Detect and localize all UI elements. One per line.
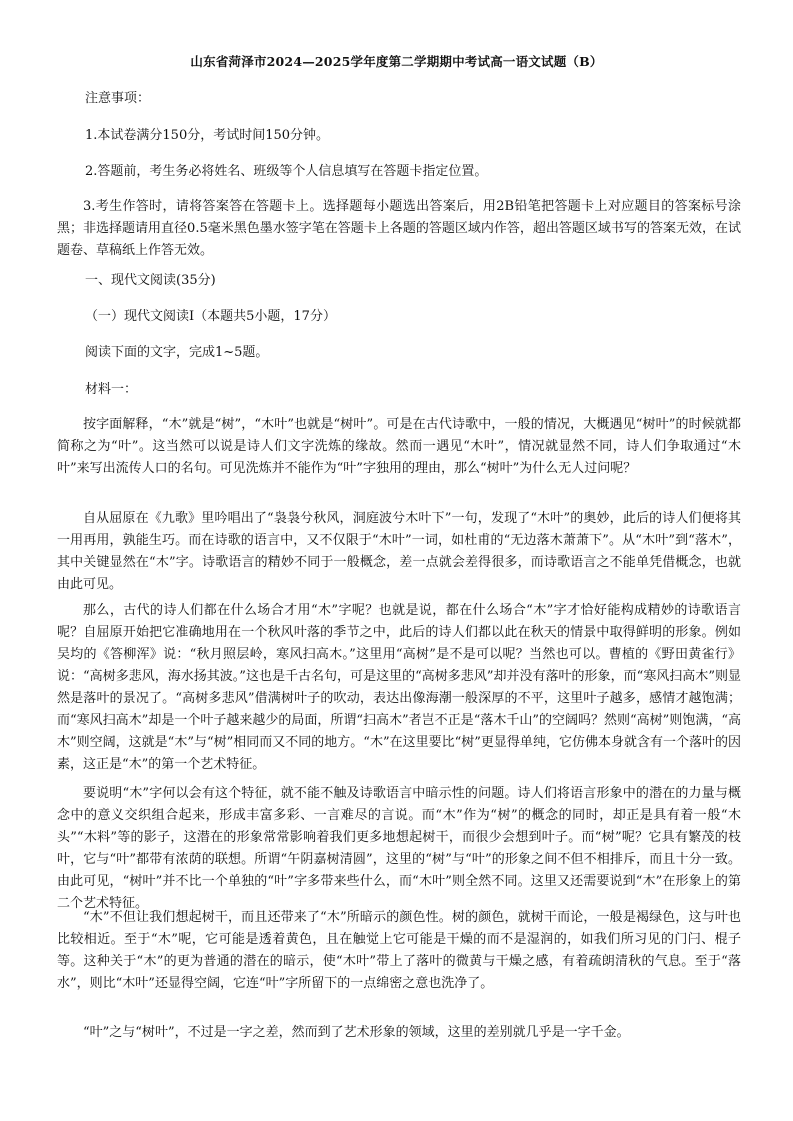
paragraph-2: 自从屈原在《九歌》里吟唱出了“袅袅兮秋风，洞庭波兮木叶下”一句，发现了“木叶”的奥妙，此后的诗人们便将其一用再用，孰能生巧。而在诗歌的语言中，又不仅限于“木叶”一词，如杜甫的“无边落木萧萧下”。从“木叶”到“落木”，其中关键显然在“木”字。诗歌语言的精妙不同于一般概念，差一点就会差得很多，而诗歌语言之不能单凭借概念，也就由此可见。 bbox=[57, 511, 741, 592]
material-label: 材料一： bbox=[85, 382, 138, 397]
exam-title: 山东省菏泽市2024—2025学年度第二学期期中考试高一语文试题（B） bbox=[190, 54, 603, 69]
reading-instruction: 阅读下面的文字，完成1~5题。 bbox=[85, 345, 269, 360]
paragraph-6: “叶”之与“树叶”，不过是一字之差，然而到了艺术形象的领域，这里的差别就几乎是一字千金。 bbox=[83, 1025, 630, 1040]
notice-item-3: 3.考生作答时，请将答案答在答题卡上。选择题每小题选出答案后，用2B铅笔把答题卡上对应题目的答案标号涂黑；非选择题请用直径0.5毫米黑色墨水签字笔在答题卡上各题的答题区域内作答，超出答题区域书写的答案无效，在试题卷、草稿纸上作答无效。 bbox=[57, 199, 741, 258]
paragraph-4: 要说明“木”字何以会有这个特征，就不能不触及诗歌语言中暗示性的问题。诗人们将语言形象中的潜在的力量与概念中的意义交织组合起来，形成丰富多彩、一言难尽的言说。而“木”作为“树”的概念的同时，却正是具有着一般“木头”“木料”等的影子，这潜在的形象常常影响着我们更多地想起树干，而很少会想到叶子。而“树”呢？它具有繁茂的枝叶，它与“叶”都带有浓荫的联想。所谓“午阴嘉树清圆”，这里的“树”与“叶”的形象之间不但不相排斥，而且十分一致。由此可见，“树叶”并不比一个单独的“叶”字多带来些什么，而“木叶”则全然不同。这里又还需要说到“木”在形象上的第二个艺术特征。 bbox=[57, 786, 741, 911]
section-heading: 一、现代文阅读(35分) bbox=[85, 273, 216, 288]
paragraph-5: “木”不但让我们想起树干，而且还带来了“木”所暗示的颜色性。树的颜色，就树干而论，一般是褐绿色，这与叶也比较相近。至于“木”呢，它可能是透着黄色，且在触觉上它可能是干燥的而不是湿润的，如我们所习见的门闩、棍子等。这种关于“木”的更为普通的潜在的暗示，使“木叶”带上了落叶的微黄与干燥之感，有着疏朗清秋的气息。至于“落水”，则比“木叶”还显得空阔，它连“叶”字所留下的一点绵密之意也洗净了。 bbox=[57, 910, 741, 991]
paragraph-1: 按字面解释，“木”就是“树”，“木叶”也就是“树叶”。可是在古代诗歌中，一般的情况，大概遇见“树叶”的时候就都简称之为“叶”。这当然可以说是诗人们文字洗炼的缘故。然而一遇见“木叶”，情况就显然不同，诗人们争取通过“木叶”来写出流传人口的名句。可见洗炼并不能作为“叶”字独用的理由，那么“树叶”为什么无人过问呢？ bbox=[57, 417, 741, 476]
notice-heading: 注意事项： bbox=[85, 91, 151, 106]
notice-item-2: 2.答题前，考生务必将姓名、班级等个人信息填写在答题卡指定位置。 bbox=[85, 164, 488, 179]
paragraph-3: 那么，古代的诗人们都在什么场合才用“木”字呢？也就是说，都在什么场合“木”字才恰好能构成精妙的诗歌语言呢？自屈原开始把它准确地用在一个秋风叶落的季节之中，此后的诗人们都以此在秋天的情景中取得鲜明的形象。例如吴均的《答柳浑》说：“秋月照层岭，寒风扫高木。”这里用“高树”是不是可以呢？当然也可以。曹植的《野田黄雀行》说：“高树多悲风，海水扬其波。”这也是千古名句，可是这里的“高树多悲风”却并没有落叶的形象，而“寒风扫高木”则显然是落叶的景况了。“高树多悲风”借满树叶子的吹动，表达出像海潮一般深厚的不平，这里叶子越多，感情才越饱满；而“寒风扫高木”却是一个叶子越来越少的局面，所谓“扫高木”者岂不正是“落木千山”的空阔吗？然则“高树”则饱满，“高木”则空阔，这就是“木”与“树”相同而又不同的地方。“木”在这里要比“树”更显得单纯，它仿佛本身就含有一个落叶的因素，这正是“木”的第一个艺术特征。 bbox=[57, 603, 741, 772]
notice-item-1: 1.本试卷满分150分，考试时间150分钟。 bbox=[85, 128, 330, 143]
subsection-heading: （一）现代文阅读Ⅰ（本题共5小题，17分） bbox=[85, 309, 336, 324]
